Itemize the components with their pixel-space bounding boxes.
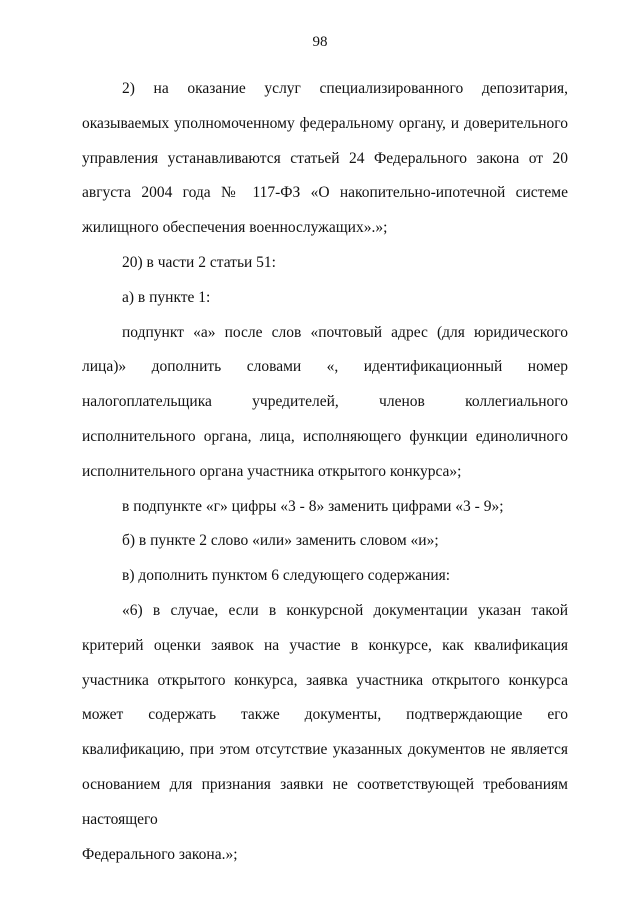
paragraph-point-6-text: «6) в случае, если в конкурсной документации указан такой критерий оценки заявок на участие в конкурсе, как квалификация участника открытого конкурса, заявка участника открытого конкурса может содержать также документы, подтверждающие его квалификацию, при этом отсутствие указанных документов не является основанием для признания заявки не соответствующей требованиям настоящего [82,601,568,828]
paragraph-subpoint-g-amendment: в подпункте «г» цифры «3 - 8» заменить цифрами «3 - 9»; [122,497,504,515]
paragraph-subpoint-a-amendment: подпункт «а» после слов «почтовый адрес (для юридического лица)» дополнить словами «, идентификационный номер налогоплательщика учредителей, членов коллегиального исполнительного органа, лица, исполняющего функции единоличного исполнительного органа участника открытого конкурса»; [82,323,568,480]
paragraph-subitem-b: б) в пункте 2 слово «или» заменить словом «и»; [122,532,439,550]
paragraph-deposit-services: 2) на оказание услуг специализированного депозитария, оказываемых уполномоченному федеральному органу, и доверительного управления устанавливаются статьей 24 Федерального закона от 20 августа 2004 года № 117-ФЗ «О накопительно-ипотечной системе жилищного обеспечения военнослужащих».»; [82,80,568,237]
paragraph-point-6-end: Федерального закона.»; [82,845,238,863]
paragraph-item-20: 20) в части 2 статьи 51: [122,253,276,271]
paragraph-subitem-v: в) дополнить пунктом 6 следующего содержания: [122,567,451,585]
page-number: 98 [312,34,328,50]
paragraph-subitem-a: а) в пункте 1: [122,288,211,306]
document-body [82,72,568,872]
